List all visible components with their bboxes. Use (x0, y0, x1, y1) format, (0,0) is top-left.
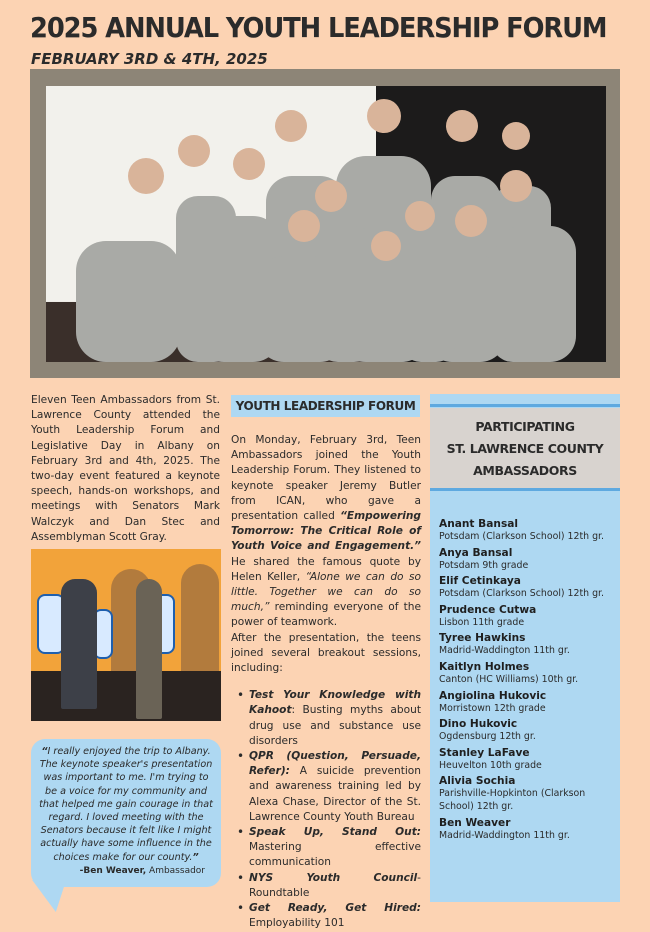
forum-paragraph-2: After the presentation, the teens joined several breakout sessions, including: (231, 631, 421, 675)
group-photo-frame (30, 69, 620, 378)
list-item: • Get Ready, Get Hired: Employability 101 (249, 901, 421, 931)
list-item: • Speak Up, Stand Out: Mastering effective communication (249, 825, 421, 871)
list-item: Anya Bansal Potsdam 9th grade (439, 546, 529, 571)
list-item: • Test Your Knowledge with Kahoot: Busting myths about drug use and substance use disorders (249, 688, 421, 749)
ambassador-list (439, 517, 617, 844)
forum-body (231, 433, 421, 932)
intro-paragraph: Eleven Teen Ambassadors from St. Lawrence County attended the Youth Leadership Forum and Legislative Day in Albany on February 3rd and 4th, 2025. The two-day event featured a keynote speech, hands-on workshops, and meetings with Senators Mark Walczyk and Dan Stec and Assemblyman Scott Gray. (31, 394, 220, 543)
speaker-photo (31, 549, 221, 721)
list-item: Ben Weaver Madrid-Waddington 11th gr. (439, 816, 570, 841)
list-item: Kaitlyn Holmes Canton (HC Williams) 10th gr. (439, 660, 579, 685)
list-item: Dino Hukovic Ogdensburg 12th gr. (439, 718, 536, 743)
divider (430, 404, 620, 407)
group-photo-people (46, 86, 606, 362)
quote-text: “I really enjoyed the trip to Albany. The keynote speaker's presentation was important to me. I'm trying to be a voice for my community and that helped me gain courage in that regard. I loved meeting with the Senators because it felt like I might actually have some influence in the choices make for our county.” (39, 746, 213, 863)
list-item: Stanley LaFave Heuvelton 10th grade (439, 746, 542, 771)
list-item: Anant Bansal Potsdam (Clarkson School) 12th gr. (439, 518, 605, 542)
list-item: • QPR (Question, Persuade, Refer): A suicide prevention and awareness training led by Alexa Chase, Director of the St. Lawrence County Youth Bureau (249, 749, 421, 825)
list-item: Prudence Cutwa Lisbon 11th grade (439, 603, 537, 628)
section-heading-forum: YOUTH LEADERSHIP FORUM (231, 395, 420, 417)
group-photo (46, 86, 606, 362)
ambassadors-heading: PARTICIPATING ST. LAWRENCE COUNTY AMBASSADORS (430, 408, 620, 488)
list-item: • NYS Youth Council-Roundtable (249, 871, 421, 901)
quote-author: -Ben Weaver, Ambassador (79, 865, 205, 876)
event-date: FEBRUARY 3RD & 4TH, 2025 (31, 50, 268, 68)
page-title: 2025 ANNUAL YOUTH LEADERSHIP FORUM (30, 11, 607, 44)
list-item: Elif Cetinkaya Potsdam (Clarkson School) 12th gr. (439, 575, 605, 600)
breakout-session-list (231, 688, 421, 931)
divider (430, 488, 620, 491)
list-item: Alivia Sochia Parishville-Hopkinton (Clarkson School) 12th gr. (439, 775, 586, 812)
quote-bubble (31, 739, 221, 887)
list-item: Angiolina Hukovic Morristown 12th grade (439, 689, 547, 714)
forum-paragraph-1: On Monday, February 3rd, Teen Ambassadors joined the Youth Leadership Forum. They listened to keynote speaker Jeremy Butler from ICAN, who gave a presentation called “Empowering Tomorrow: The Critical Role of Youth Voice and Engagement.” He shared the famous quote by Helen Keller, “Alone we can do so little. Together we can do so much,” reminding everyone of the power of teamwork. (231, 434, 421, 629)
list-item: Tyree Hawkins Madrid-Waddington 11th gr. (439, 632, 570, 657)
